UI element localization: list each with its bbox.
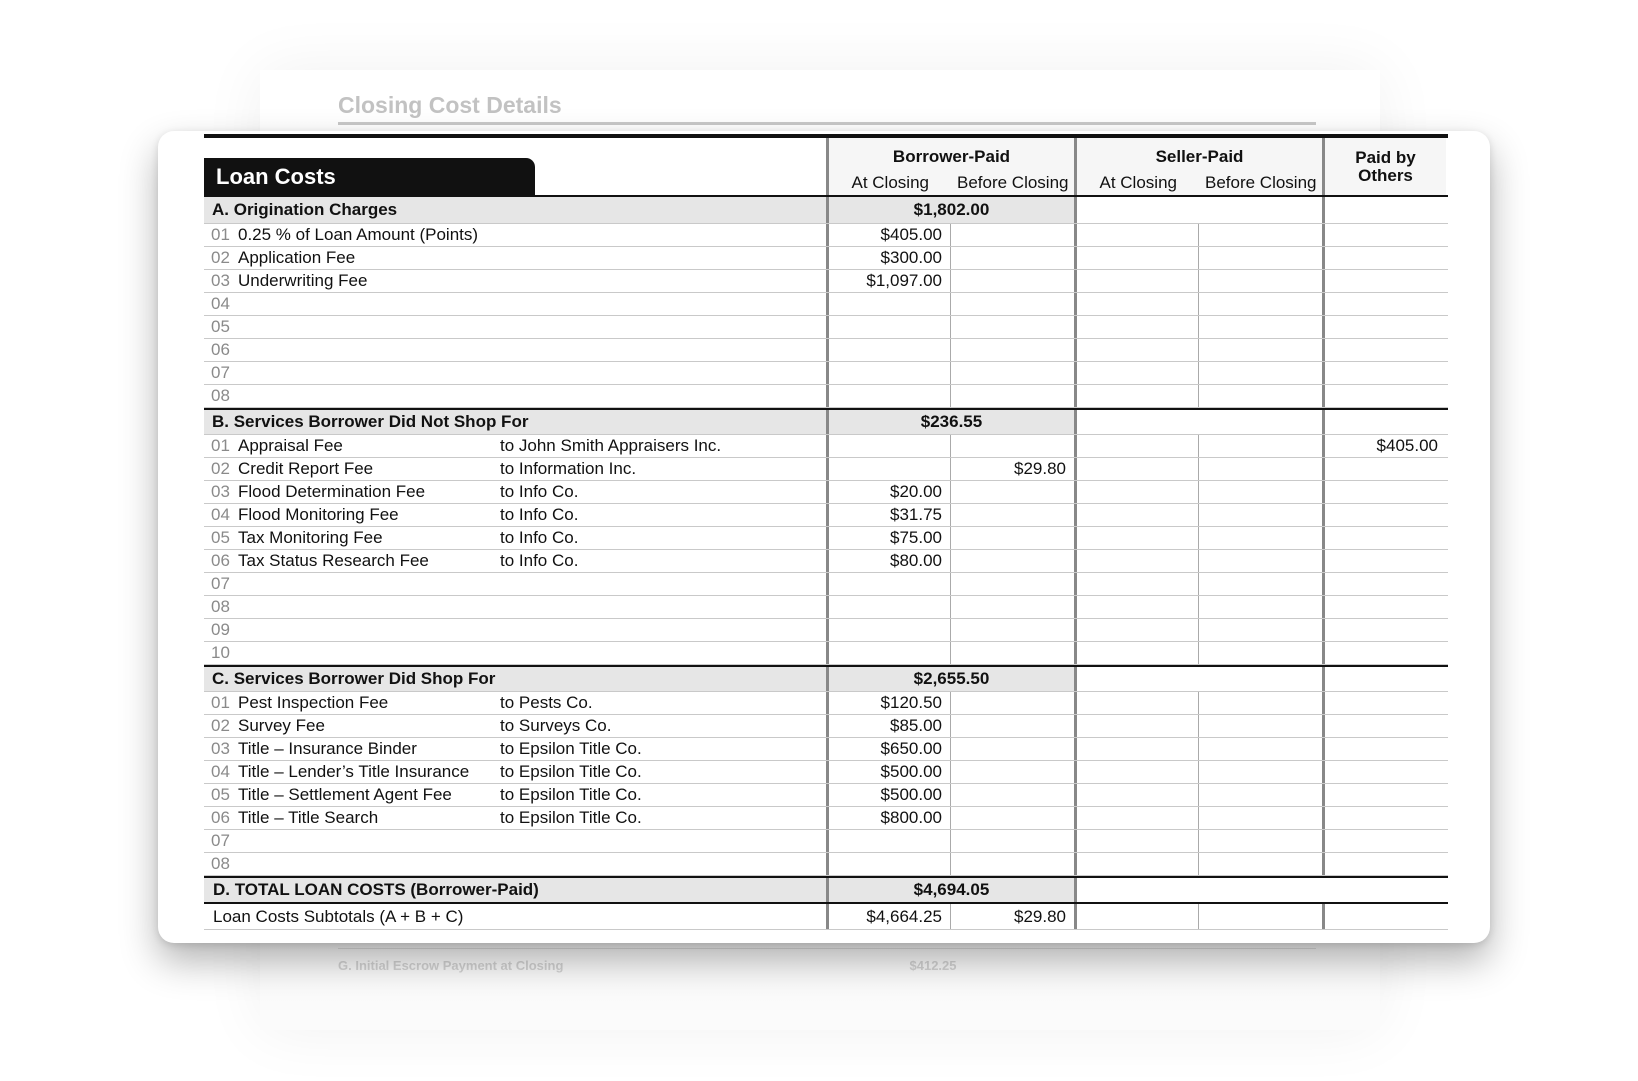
seller-before-closing-amount (1198, 224, 1322, 246)
paid-by-others-amount (1322, 527, 1446, 549)
borrower-before-closing-amount (950, 738, 1074, 760)
fee-payee: to John Smith Appraisers Inc. (500, 436, 722, 455)
seller-before-closing-amount (1198, 481, 1322, 503)
fee-row (204, 385, 1448, 408)
paid-by-others-amount (1322, 784, 1446, 806)
paid-by-others-amount (1322, 458, 1446, 480)
fee-label: Survey Fee (238, 716, 325, 735)
fee-row (204, 293, 1448, 316)
borrower-before-closing-amount (950, 550, 1074, 572)
total-loan-costs-row (204, 876, 1448, 904)
fee-row (204, 504, 1448, 527)
paid-by-others-amount (1322, 362, 1446, 384)
seller-at-closing-amount (1074, 247, 1198, 269)
seller-before-closing-amount (1198, 807, 1322, 829)
seller-at-closing-amount (1074, 573, 1198, 595)
seller-at-closing-amount (1074, 527, 1198, 549)
paid-by-others-amount (1322, 642, 1446, 664)
fee-label: Pest Inspection Fee (238, 693, 389, 712)
line-number: 06 (211, 340, 230, 359)
paid-by-others-amount (1322, 385, 1446, 407)
borrower-at-closing-amount (826, 573, 950, 595)
fee-row (204, 619, 1448, 642)
borrower-before-closing-amount (950, 293, 1074, 315)
fee-description (204, 715, 826, 737)
borrower-at-closing-amount: $85.00 (826, 715, 950, 737)
fee-row (204, 316, 1448, 339)
seller-before-closing-amount (1198, 385, 1322, 407)
borrower-before-closing-amount (950, 527, 1074, 549)
fee-description (204, 807, 826, 829)
fee-description (204, 550, 826, 572)
fee-description (204, 573, 826, 595)
fee-description (204, 270, 826, 292)
borrower-before-closing-amount (950, 385, 1074, 407)
paid-by-others-header (1322, 138, 1446, 195)
paid-by-others-amount (1322, 573, 1446, 595)
seller-before-closing-amount (1198, 596, 1322, 618)
line-number: 10 (211, 643, 230, 662)
fee-description (204, 738, 826, 760)
fee-row (204, 435, 1448, 458)
fee-description (204, 385, 826, 407)
seller-before-closing-amount (1198, 362, 1322, 384)
seller-before-closing-amount (1198, 247, 1322, 269)
seller-at-closing-amount (1074, 385, 1198, 407)
fee-row (204, 830, 1448, 853)
line-number: 04 (211, 505, 230, 524)
seller-at-closing-amount (1074, 481, 1198, 503)
seller-at-closing-amount (1074, 738, 1198, 760)
fee-payee: to Info Co. (500, 551, 579, 570)
seller-before-closing-amount (1198, 784, 1322, 806)
borrower-before-closing-amount (950, 715, 1074, 737)
section-a-rows (204, 224, 1448, 408)
fee-row (204, 596, 1448, 619)
fee-row (204, 807, 1448, 830)
subtotals-borrower-before-closing: $29.80 (950, 904, 1074, 929)
fee-description (204, 458, 826, 480)
seller-before-closing-amount (1198, 550, 1322, 572)
fee-row (204, 715, 1448, 738)
fee-description (204, 830, 826, 852)
seller-paid-label: Seller-Paid (1155, 147, 1244, 166)
seller-at-closing-amount (1074, 692, 1198, 714)
line-number: 03 (211, 482, 230, 501)
borrower-at-closing-amount: $800.00 (826, 807, 950, 829)
seller-at-closing-amount (1074, 830, 1198, 852)
seller-at-closing-amount (1074, 339, 1198, 361)
borrower-before-closing-amount (950, 596, 1074, 618)
line-number: 09 (211, 620, 230, 639)
seller-before-closing-amount (1198, 293, 1322, 315)
fee-payee: to Surveys Co. (500, 716, 612, 735)
section-a-header (204, 197, 1448, 224)
fee-label: Application Fee (238, 248, 356, 267)
background-page-rule (338, 122, 1316, 125)
borrower-at-closing-amount (826, 435, 950, 457)
fee-description (204, 761, 826, 783)
borrower-at-closing-amount: $500.00 (826, 784, 950, 806)
section-c-rows (204, 692, 1448, 876)
fee-label: Tax Monitoring Fee (238, 528, 383, 547)
borrower-at-closing-amount: $500.00 (826, 761, 950, 783)
fee-payee: to Epsilon Title Co. (500, 739, 642, 758)
background-escrow-label: G. Initial Escrow Payment at Closing (338, 957, 564, 973)
seller-before-closing-amount (1198, 504, 1322, 526)
paid-by-others-amount (1322, 316, 1446, 338)
fee-payee: to Information Inc. (500, 459, 637, 478)
paid-by-others-amount (1322, 504, 1446, 526)
fee-row (204, 642, 1448, 665)
borrower-at-closing-amount: $80.00 (826, 550, 950, 572)
borrower-at-closing-amount (826, 458, 950, 480)
fee-label: Tax Status Research Fee (238, 551, 429, 570)
fee-description (204, 527, 826, 549)
fee-description (204, 224, 826, 246)
section-b-rows (204, 435, 1448, 665)
fee-description (204, 339, 826, 361)
fee-description (204, 504, 826, 526)
fee-row (204, 339, 1448, 362)
paid-by-others-amount (1322, 853, 1446, 875)
fee-label: Credit Report Fee (238, 459, 374, 478)
fee-row (204, 550, 1448, 573)
fee-label: Flood Determination Fee (238, 482, 426, 501)
line-number: 03 (211, 739, 230, 758)
fee-description (204, 853, 826, 875)
paid-by-others-amount (1322, 293, 1446, 315)
subtotals-borrower-at-closing: $4,664.25 (826, 904, 950, 929)
line-number: 06 (211, 808, 230, 827)
paid-by-others-amount (1322, 339, 1446, 361)
fee-label: Title – Insurance Binder (238, 739, 417, 758)
fee-payee: to Epsilon Title Co. (500, 762, 642, 781)
line-number: 02 (211, 248, 230, 267)
paid-by-others-amount (1322, 830, 1446, 852)
seller-before-closing-amount (1198, 692, 1322, 714)
fee-label: Underwriting Fee (238, 271, 368, 290)
line-number: 04 (211, 762, 230, 781)
borrower-at-closing-amount (826, 853, 950, 875)
seller-at-closing-amount (1074, 293, 1198, 315)
paid-by-others-amount (1322, 692, 1446, 714)
paid-by-others-label-2: Others (1358, 165, 1413, 185)
line-number: 08 (211, 597, 230, 616)
borrower-before-closing-amount (950, 504, 1074, 526)
total-loan-costs-label: D. TOTAL LOAN COSTS (Borrower-Paid) (204, 878, 826, 902)
line-number: 01 (211, 436, 230, 455)
seller-at-closing-amount (1074, 224, 1198, 246)
seller-before-closing-amount (1198, 270, 1322, 292)
borrower-at-closing-amount (826, 339, 950, 361)
borrower-before-closing-amount (950, 784, 1074, 806)
fee-label: Title – Title Search (238, 808, 379, 827)
fee-row (204, 853, 1448, 876)
fee-description (204, 692, 826, 714)
seller-at-closing-amount (1074, 715, 1198, 737)
line-number: 05 (211, 317, 230, 336)
seller-at-closing-amount (1074, 596, 1198, 618)
fee-description (204, 596, 826, 618)
borrower-before-closing-amount (950, 481, 1074, 503)
seller-before-closing-amount (1198, 339, 1322, 361)
fee-label: Flood Monitoring Fee (238, 505, 399, 524)
fee-description (204, 362, 826, 384)
background-escrow-amount: $412.25 (909, 957, 957, 973)
seller-at-closing-amount (1074, 270, 1198, 292)
loan-costs-tab: Loan Costs (204, 158, 535, 195)
borrower-before-closing-amount (950, 247, 1074, 269)
background-page-title: Closing Cost Details (338, 92, 562, 118)
fee-payee: to Epsilon Title Co. (500, 808, 642, 827)
section-a-total: $1,802.00 (826, 197, 1074, 223)
seller-at-closing-amount (1074, 435, 1198, 457)
section-a-title: A. Origination Charges (204, 197, 826, 223)
fee-payee: to Info Co. (500, 528, 579, 547)
section-c-header (204, 665, 1448, 692)
seller-at-closing-amount (1074, 504, 1198, 526)
line-number: 04 (211, 294, 230, 313)
paid-by-others-amount (1322, 596, 1446, 618)
paid-by-others-amount (1322, 715, 1446, 737)
fee-row (204, 458, 1448, 481)
borrower-before-closing-amount (950, 316, 1074, 338)
background-page-bottom (338, 948, 1316, 975)
borrower-before-closing-amount: $29.80 (950, 458, 1074, 480)
fee-row (204, 247, 1448, 270)
fee-row (204, 481, 1448, 504)
seller-at-closing-amount (1074, 458, 1198, 480)
line-number: 02 (211, 459, 230, 478)
section-c-title: C. Services Borrower Did Shop For (204, 667, 826, 691)
borrower-at-closing-amount: $75.00 (826, 527, 950, 549)
total-loan-costs-amount: $4,694.05 (826, 878, 1074, 902)
borrower-before-closing-amount (950, 339, 1074, 361)
borrower-at-closing-amount: $650.00 (826, 738, 950, 760)
seller-before-closing-label: Before Closing (1204, 173, 1317, 192)
fee-row (204, 362, 1448, 385)
table-header (204, 138, 1448, 197)
seller-before-closing-amount (1198, 458, 1322, 480)
line-number: 03 (211, 271, 230, 290)
fee-description (204, 247, 826, 269)
seller-paid-header (1074, 138, 1322, 195)
section-b-title: B. Services Borrower Did Not Shop For (204, 410, 826, 434)
borrower-at-closing-amount: $405.00 (826, 224, 950, 246)
fee-row (204, 784, 1448, 807)
seller-at-closing-amount (1074, 642, 1198, 664)
seller-at-closing-amount (1074, 316, 1198, 338)
borrower-before-closing-amount (950, 270, 1074, 292)
fee-label: 0.25 % of Loan Amount (Points) (238, 225, 479, 244)
fee-description (204, 619, 826, 641)
paid-by-others-amount (1322, 619, 1446, 641)
borrower-at-closing-amount (826, 316, 950, 338)
paid-by-others-amount (1322, 761, 1446, 783)
borrower-at-closing-amount: $1,097.00 (826, 270, 950, 292)
paid-by-others-amount (1322, 270, 1446, 292)
fee-description (204, 293, 826, 315)
fee-row (204, 527, 1448, 550)
line-number: 02 (211, 716, 230, 735)
fee-row (204, 692, 1448, 715)
borrower-before-closing-amount (950, 830, 1074, 852)
line-number: 07 (211, 574, 230, 593)
subtotals-row (204, 904, 1448, 930)
line-number: 08 (211, 854, 230, 873)
fee-payee: to Info Co. (500, 482, 579, 501)
fee-row (204, 573, 1448, 596)
seller-before-closing-amount (1198, 642, 1322, 664)
seller-before-closing-amount (1198, 853, 1322, 875)
paid-by-others-amount (1322, 807, 1446, 829)
line-number: 08 (211, 386, 230, 405)
fee-payee: to Info Co. (500, 505, 579, 524)
paid-by-others-amount: $405.00 (1322, 435, 1446, 457)
seller-at-closing-amount (1074, 550, 1198, 572)
fee-label: Appraisal Fee (238, 436, 343, 455)
borrower-at-closing-amount (826, 293, 950, 315)
borrower-before-closing-amount (950, 642, 1074, 664)
section-b-total: $236.55 (826, 410, 1074, 434)
paid-by-others-amount (1322, 247, 1446, 269)
borrower-before-closing-amount (950, 853, 1074, 875)
paid-by-others-amount (1322, 481, 1446, 503)
borrower-at-closing-amount: $120.50 (826, 692, 950, 714)
fee-row (204, 761, 1448, 784)
fee-label: Title – Settlement Agent Fee (238, 785, 452, 804)
line-number: 01 (211, 693, 230, 712)
fee-label: Title – Lender’s Title Insurance (238, 762, 470, 781)
borrower-at-closing-label: At Closing (851, 173, 929, 192)
borrower-before-closing-amount (950, 619, 1074, 641)
seller-at-closing-label: At Closing (1099, 173, 1177, 192)
borrower-before-closing-amount (950, 362, 1074, 384)
borrower-before-closing-amount (950, 692, 1074, 714)
seller-before-closing-amount (1198, 830, 1322, 852)
borrower-before-closing-amount (950, 761, 1074, 783)
seller-before-closing-amount (1198, 619, 1322, 641)
paid-by-others-amount (1322, 738, 1446, 760)
borrower-paid-header (826, 138, 1074, 195)
fee-description (204, 784, 826, 806)
borrower-at-closing-amount (826, 642, 950, 664)
borrower-before-closing-label: Before Closing (956, 173, 1069, 192)
borrower-before-closing-amount (950, 573, 1074, 595)
seller-before-closing-amount (1198, 527, 1322, 549)
fee-row (204, 270, 1448, 293)
seller-at-closing-amount (1074, 619, 1198, 641)
line-number: 05 (211, 528, 230, 547)
line-number: 07 (211, 363, 230, 382)
seller-at-closing-amount (1074, 853, 1198, 875)
borrower-before-closing-amount (950, 435, 1074, 457)
line-number: 06 (211, 551, 230, 570)
borrower-at-closing-amount (826, 619, 950, 641)
paid-by-others-label-1: Paid by (1355, 147, 1416, 167)
loan-costs-table (204, 134, 1448, 930)
fee-description (204, 316, 826, 338)
fee-description (204, 481, 826, 503)
fee-payee: to Pests Co. (500, 693, 593, 712)
borrower-before-closing-amount (950, 224, 1074, 246)
seller-before-closing-amount (1198, 573, 1322, 595)
line-number: 05 (211, 785, 230, 804)
seller-at-closing-amount (1074, 761, 1198, 783)
seller-at-closing-amount (1074, 784, 1198, 806)
section-b-header (204, 408, 1448, 435)
paid-by-others-amount (1322, 550, 1446, 572)
borrower-at-closing-amount (826, 385, 950, 407)
borrower-paid-label: Borrower-Paid (892, 147, 1011, 166)
fee-payee: to Epsilon Title Co. (500, 785, 642, 804)
fee-description (204, 642, 826, 664)
fee-description (204, 435, 826, 457)
subtotals-label: Loan Costs Subtotals (A + B + C) (213, 906, 464, 926)
section-c-total: $2,655.50 (826, 667, 1074, 691)
line-number: 07 (211, 831, 230, 850)
borrower-at-closing-amount: $20.00 (826, 481, 950, 503)
line-number: 01 (211, 225, 230, 244)
seller-at-closing-amount (1074, 362, 1198, 384)
seller-before-closing-amount (1198, 738, 1322, 760)
borrower-at-closing-amount (826, 596, 950, 618)
borrower-at-closing-amount: $300.00 (826, 247, 950, 269)
borrower-at-closing-amount (826, 830, 950, 852)
borrower-at-closing-amount (826, 362, 950, 384)
borrower-at-closing-amount: $31.75 (826, 504, 950, 526)
borrower-before-closing-amount (950, 807, 1074, 829)
paid-by-others-amount (1322, 224, 1446, 246)
seller-before-closing-amount (1198, 316, 1322, 338)
fee-row (204, 224, 1448, 247)
seller-before-closing-amount (1198, 715, 1322, 737)
seller-before-closing-amount (1198, 435, 1322, 457)
seller-at-closing-amount (1074, 807, 1198, 829)
seller-before-closing-amount (1198, 761, 1322, 783)
fee-row (204, 738, 1448, 761)
